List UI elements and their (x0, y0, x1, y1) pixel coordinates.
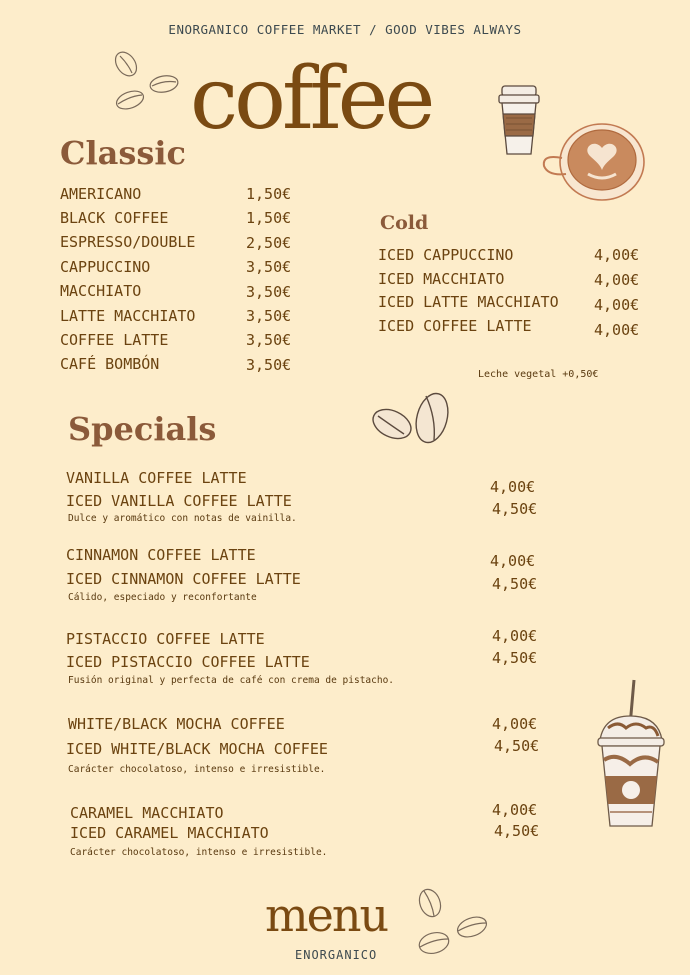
list-item-price: 4,00€ (492, 801, 538, 819)
list-item-price: 4,50€ (492, 649, 538, 667)
tagline: ENORGANICO COFFEE MARKET / GOOD VIBES ALWAYS (168, 22, 522, 37)
list-item-price: 3,50€ (246, 356, 292, 374)
list-item-name: VANILLA COFFEE LATTE (66, 469, 247, 487)
list-item-price: 4,00€ (594, 271, 640, 289)
list-item-price: 4,50€ (492, 575, 538, 593)
list-item-price: 3,50€ (246, 307, 292, 325)
list-item-price: 4,00€ (492, 715, 538, 733)
classic-title: Classic (60, 134, 187, 172)
list-item-name: AMERICANO (60, 185, 142, 203)
page-title: coffee (190, 49, 432, 149)
list-item-name: MACCHIATO (60, 282, 142, 300)
list-item-price: 4,00€ (492, 627, 538, 645)
list-item-price: 4,50€ (494, 737, 540, 755)
list-item-price: 3,50€ (246, 331, 292, 349)
list-item-name: CAFÉ BOMBÓN (60, 355, 160, 373)
brand-name: ENORGANICO (295, 948, 378, 962)
list-item-description: Carácter chocolatoso, intenso e irresistible. (70, 847, 328, 858)
list-item-name: ICED VANILLA COFFEE LATTE (66, 492, 292, 510)
list-item-name: ICED MACCHIATO (378, 270, 505, 288)
list-item-name: ICED CAPPUCCINO (378, 246, 514, 264)
list-item-price: 4,00€ (594, 246, 640, 264)
list-item-name: CARAMEL MACCHIATO (70, 804, 224, 822)
list-item-name: PISTACCIO COFFEE LATTE (66, 630, 265, 648)
list-item-name: ICED CINNAMON COFFEE LATTE (66, 570, 301, 588)
coffee-beans-icon (110, 48, 185, 118)
list-item-price: 4,50€ (492, 500, 538, 518)
list-item-price: 1,50€ (246, 209, 292, 227)
list-item-name: ICED LATTE MACCHIATO (378, 293, 559, 311)
list-item-name: CINNAMON COFFEE LATTE (66, 546, 256, 564)
list-item-price: 4,00€ (490, 478, 536, 496)
list-item-price: 1,50€ (246, 185, 292, 203)
list-item-price: 4,00€ (594, 321, 640, 339)
list-item-price: 4,00€ (594, 296, 640, 314)
list-item-price: 3,50€ (246, 258, 292, 276)
list-item-name: LATTE MACCHIATO (60, 307, 196, 325)
coffee-beans-icon (370, 390, 454, 448)
list-item-description: Dulce y aromático con notas de vainilla. (68, 513, 297, 524)
footer-title: menu (265, 888, 388, 942)
coffee-beans-icon (414, 885, 494, 965)
list-item-name: ICED COFFEE LATTE (378, 317, 532, 335)
list-item-price: 4,50€ (494, 822, 540, 840)
latte-art-cup-icon (538, 118, 648, 208)
list-item-name: CAPPUCCINO (60, 258, 151, 276)
list-item-description: Cálido, especiado y reconfortante (68, 592, 257, 603)
list-item-name: ESPRESSO/DOUBLE (60, 233, 196, 251)
list-item-name: ICED WHITE/BLACK MOCHA COFFEE (66, 740, 328, 758)
list-item-description: Fusión original y perfecta de café con crema de pistacho. (68, 675, 395, 686)
specials-title: Specials (68, 410, 217, 448)
plant-milk-note: Leche vegetal +0,50€ (478, 369, 599, 380)
frappe-cup-icon (596, 680, 666, 830)
list-item-price: 2,50€ (246, 234, 292, 252)
takeaway-cup-icon (496, 84, 542, 158)
list-item-name: WHITE/BLACK MOCHA COFFEE (68, 715, 285, 733)
list-item-price: 3,50€ (246, 283, 292, 301)
list-item-description: Carácter chocolatoso, intenso e irresistible. (68, 764, 326, 775)
list-item-name: ICED CARAMEL MACCHIATO (70, 824, 269, 842)
list-item-price: 4,00€ (490, 552, 536, 570)
list-item-name: COFFEE LATTE (60, 331, 169, 349)
cold-title: Cold (380, 212, 429, 234)
list-item-name: ICED PISTACCIO COFFEE LATTE (66, 653, 310, 671)
list-item-name: BLACK COFFEE (60, 209, 169, 227)
